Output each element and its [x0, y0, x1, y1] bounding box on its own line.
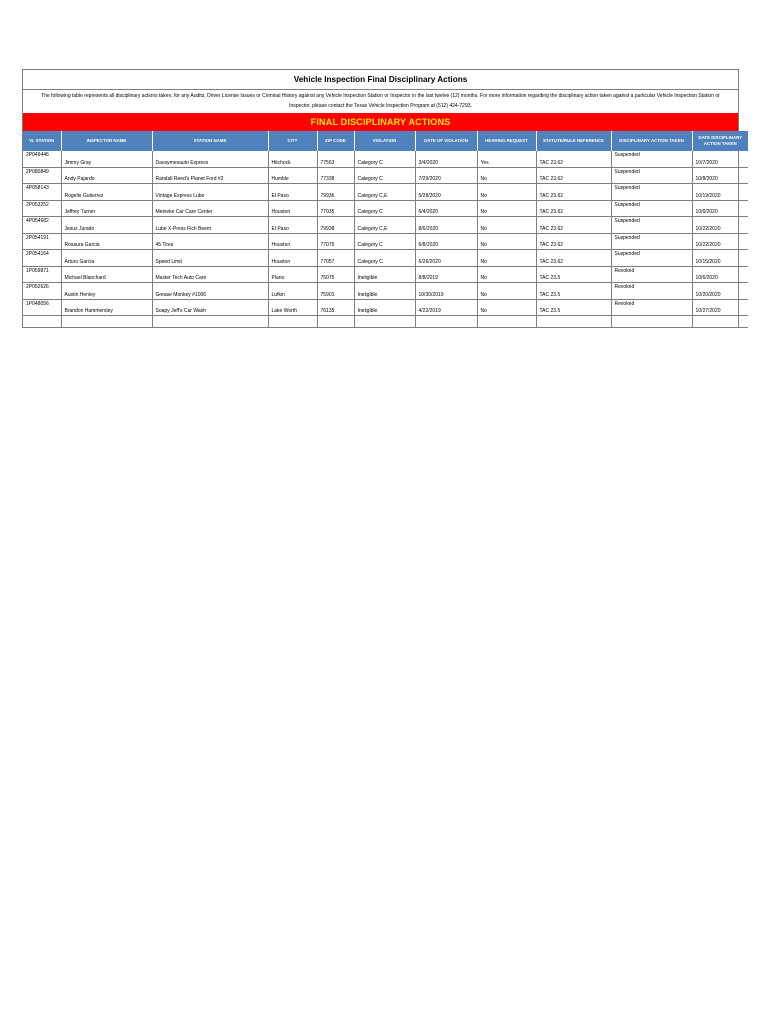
- action-taken-cell: Suspended: [611, 184, 692, 201]
- column-header: ZIP CODE: [317, 131, 354, 151]
- hearing-request-cell: No: [477, 283, 536, 300]
- date-of-violation-cell: 10/30/2019: [415, 283, 477, 300]
- date-of-violation-cell: 6/8/2020: [415, 233, 477, 250]
- statute-reference-cell: TAC 23.62: [536, 233, 611, 250]
- vi-station-cell: 2P080849: [23, 167, 61, 184]
- empty-cell: [354, 316, 415, 328]
- vi-station-cell: 1P048056: [23, 299, 61, 316]
- city-cell: Houston: [268, 250, 317, 267]
- table-row: [23, 151, 748, 167]
- vi-station-cell: 2P054164: [23, 250, 61, 267]
- column-header: STATION NAME: [152, 131, 268, 151]
- column-header: DATE DISCIPLINARY ACTION TAKEN: [692, 131, 748, 151]
- zip-code-cell: 79936: [317, 184, 354, 201]
- date-of-violation-cell: 8/8/2019: [415, 266, 477, 283]
- column-header: STATUTE/RULE REFERENCE: [536, 131, 611, 151]
- city-cell: Lufkin: [268, 283, 317, 300]
- table-body: [23, 151, 748, 328]
- action-taken-cell: Revoked: [611, 283, 692, 300]
- empty-cell: [415, 316, 477, 328]
- city-cell: Humble: [268, 167, 317, 184]
- empty-row: [23, 316, 748, 328]
- statute-reference-cell: TAC 23.5: [536, 266, 611, 283]
- page-title: Vehicle Inspection Final Disciplinary Actions: [23, 70, 738, 90]
- station-name-cell: Lube X-Press Fich Beem: [152, 217, 268, 234]
- zip-code-cell: 77338: [317, 167, 354, 184]
- date-of-violation-cell: 3/4/2020: [415, 151, 477, 167]
- date-action-taken-cell: 10/6/2020: [692, 266, 748, 283]
- date-action-taken-cell: 10/20/2020: [692, 283, 748, 300]
- empty-cell: [317, 316, 354, 328]
- date-of-violation-cell: 8/6/2020: [415, 217, 477, 234]
- city-cell: El Paso: [268, 217, 317, 234]
- vi-station-cell: 2P052626: [23, 283, 61, 300]
- date-action-taken-cell: 10/8/2020: [692, 167, 748, 184]
- column-header: DATE OF VIOLATION: [415, 131, 477, 151]
- inspector-name-cell: Rosaura Garcia: [61, 233, 152, 250]
- action-taken-cell: Suspended: [611, 217, 692, 234]
- table-row: [23, 200, 748, 217]
- station-name-cell: Grease Monkey #1006: [152, 283, 268, 300]
- city-cell: Hitchock: [268, 151, 317, 167]
- date-action-taken-cell: 10/19/2020: [692, 184, 748, 201]
- inspector-name-cell: Jeffrey Turner: [61, 200, 152, 217]
- zip-code-cell: 75901: [317, 283, 354, 300]
- disciplinary-actions-sheet: [22, 69, 743, 328]
- empty-cell: [477, 316, 536, 328]
- city-cell: El Paso: [268, 184, 317, 201]
- date-of-violation-cell: 6/4/2020: [415, 200, 477, 217]
- table-row: [23, 233, 748, 250]
- empty-cell: [692, 316, 748, 328]
- violation-cell: Ineligible: [354, 283, 415, 300]
- action-taken-cell: Suspended: [611, 200, 692, 217]
- hearing-request-cell: No: [477, 217, 536, 234]
- statute-reference-cell: TAC 23.62: [536, 250, 611, 267]
- hearing-request-cell: No: [477, 200, 536, 217]
- inspector-name-cell: Rogelio Gutierrez: [61, 184, 152, 201]
- city-cell: Lake Worth: [268, 299, 317, 316]
- violation-cell: Category C,E: [354, 217, 415, 234]
- station-name-cell: Vintage Express Lube: [152, 184, 268, 201]
- station-name-cell: Davaymesauto Express: [152, 151, 268, 167]
- vi-station-cell: 2P053252: [23, 200, 61, 217]
- date-of-violation-cell: 6/26/2020: [415, 250, 477, 267]
- city-cell: Houston: [268, 200, 317, 217]
- section-banner: FINAL DISCIPLINARY ACTIONS: [23, 113, 738, 131]
- station-name-cell: Meineke Car Care Center: [152, 200, 268, 217]
- table-row: [23, 299, 748, 316]
- violation-cell: Category C: [354, 167, 415, 184]
- statute-reference-cell: TAC 23.5: [536, 299, 611, 316]
- station-name-cell: Soapy Jeff's Car Wash: [152, 299, 268, 316]
- column-header: HEARING REQUEST: [477, 131, 536, 151]
- vi-station-cell: 4P054682: [23, 217, 61, 234]
- city-cell: Houston: [268, 233, 317, 250]
- vi-station-cell: 4P058143: [23, 184, 61, 201]
- station-name-cell: Randall Reed's Planet Ford #2: [152, 167, 268, 184]
- zip-code-cell: 77035: [317, 200, 354, 217]
- statute-reference-cell: TAC 23.62: [536, 167, 611, 184]
- zip-code-cell: 75075: [317, 266, 354, 283]
- empty-cell: [536, 316, 611, 328]
- vi-station-cell: 2P054191: [23, 233, 61, 250]
- action-taken-cell: Suspended: [611, 151, 692, 167]
- date-of-violation-cell: 4/22/2019: [415, 299, 477, 316]
- hearing-request-cell: No: [477, 167, 536, 184]
- hearing-request-cell: No: [477, 233, 536, 250]
- hearing-request-cell: Yes: [477, 151, 536, 167]
- hearing-request-cell: No: [477, 184, 536, 201]
- table-row: [23, 184, 748, 201]
- statute-reference-cell: TAC 23.62: [536, 151, 611, 167]
- date-action-taken-cell: 10/7/2020: [692, 151, 748, 167]
- inspector-name-cell: Andy Pajardo: [61, 167, 152, 184]
- inspector-name-cell: Jesus Jurado: [61, 217, 152, 234]
- zip-code-cell: 77057: [317, 250, 354, 267]
- zip-code-cell: 77075: [317, 233, 354, 250]
- inspector-name-cell: Jimmy Gray: [61, 151, 152, 167]
- vi-station-cell: 1P059871: [23, 266, 61, 283]
- column-header: VIOLATION: [354, 131, 415, 151]
- statute-reference-cell: TAC 23.62: [536, 200, 611, 217]
- table-row: [23, 167, 748, 184]
- table-row: [23, 217, 748, 234]
- zip-code-cell: 79938: [317, 217, 354, 234]
- date-action-taken-cell: 10/15/2020: [692, 250, 748, 267]
- action-taken-cell: Revoked: [611, 266, 692, 283]
- empty-cell: [61, 316, 152, 328]
- action-taken-cell: Revoked: [611, 299, 692, 316]
- station-name-cell: Speed Limit: [152, 250, 268, 267]
- inspector-name-cell: Arturo Garcia: [61, 250, 152, 267]
- description-text: The following table represents all disciplinary actions taken, for any Audits, Driver License Issues or Criminal History against any Vehicle Inspection Station or Inspector in the last twelve (12) months. For more information regarding the disciplinary action taken against a particular Vehicle Inspection Station or Inspector, please contact the Texas Vehicle Inspection Program at (512) 424-7293.: [41, 93, 720, 109]
- violation-cell: Category C: [354, 151, 415, 167]
- statute-reference-cell: TAC 23.5: [536, 283, 611, 300]
- inspector-name-cell: Brandon Hammersley: [61, 299, 152, 316]
- zip-code-cell: 76135: [317, 299, 354, 316]
- action-taken-cell: Suspended: [611, 233, 692, 250]
- table-row: [23, 283, 748, 300]
- date-action-taken-cell: 10/22/2020: [692, 233, 748, 250]
- date-of-violation-cell: 5/28/2020: [415, 184, 477, 201]
- hearing-request-cell: No: [477, 299, 536, 316]
- violation-cell: Ineligible: [354, 299, 415, 316]
- table-row: [23, 266, 748, 283]
- empty-cell: [611, 316, 692, 328]
- date-action-taken-cell: 10/27/2020: [692, 299, 748, 316]
- empty-cell: [268, 316, 317, 328]
- action-taken-cell: Suspended: [611, 167, 692, 184]
- date-of-violation-cell: 7/29/2020: [415, 167, 477, 184]
- column-header: INSPECTOR NAME: [61, 131, 152, 151]
- violation-cell: Category C: [354, 200, 415, 217]
- hearing-request-cell: No: [477, 250, 536, 267]
- station-name-cell: 45 Tires: [152, 233, 268, 250]
- column-header: DISCIPLINARY ACTION TAKEN: [611, 131, 692, 151]
- table-row: [23, 250, 748, 267]
- empty-cell: [23, 316, 61, 328]
- empty-cell: [152, 316, 268, 328]
- zip-code-cell: 77563: [317, 151, 354, 167]
- date-action-taken-cell: 10/6/2020: [692, 200, 748, 217]
- hearing-request-cell: No: [477, 266, 536, 283]
- violation-cell: Ineligible: [354, 266, 415, 283]
- station-name-cell: Master Tech Auto Care: [152, 266, 268, 283]
- vi-station-cell: 2P049446: [23, 151, 61, 167]
- violation-cell: Category C: [354, 233, 415, 250]
- action-taken-cell: Suspended: [611, 250, 692, 267]
- table-header-row: [23, 131, 748, 151]
- city-cell: Plano: [268, 266, 317, 283]
- violation-cell: Category C,E: [354, 184, 415, 201]
- statute-reference-cell: TAC 23.62: [536, 184, 611, 201]
- date-action-taken-cell: 10/22/2020: [692, 217, 748, 234]
- inspector-name-cell: Michael Blanchard: [61, 266, 152, 283]
- column-header: CITY: [268, 131, 317, 151]
- column-header: VI. STATION: [23, 131, 61, 151]
- statute-reference-cell: TAC 23.62: [536, 217, 611, 234]
- actions-table: [23, 131, 748, 328]
- violation-cell: Category C: [354, 250, 415, 267]
- inspector-name-cell: Austin Henley: [61, 283, 152, 300]
